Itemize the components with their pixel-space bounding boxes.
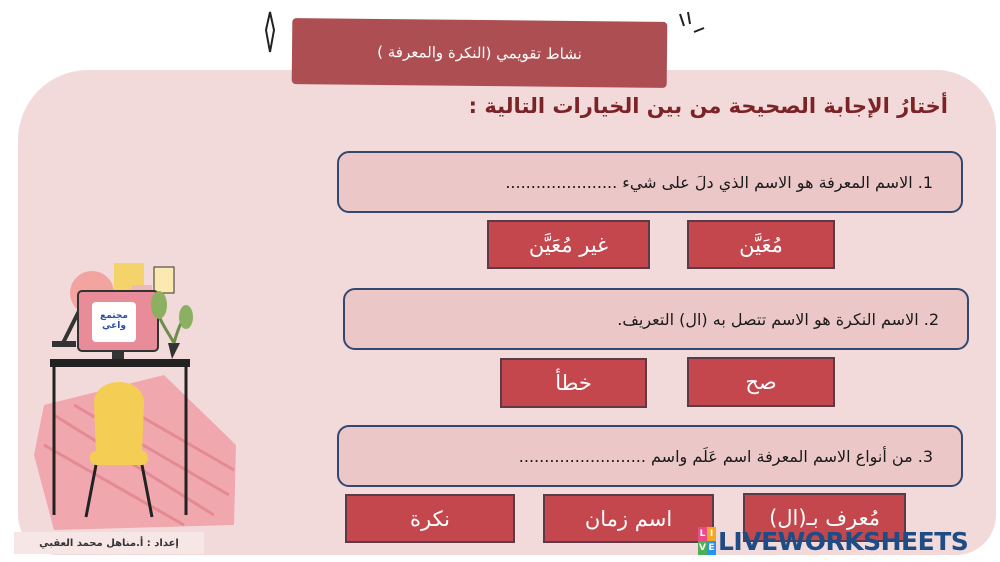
question-3 bbox=[337, 425, 963, 487]
badge-letter-e: E bbox=[708, 543, 715, 553]
badge-letter-i: I bbox=[707, 527, 716, 541]
question-1-option-2[interactable]: غير مُعَيَّن bbox=[487, 220, 650, 269]
question-3-option-2[interactable]: اسم زمان bbox=[543, 494, 714, 543]
sparkle-icon bbox=[258, 10, 282, 54]
question-1-option-1[interactable]: مُعَيَّن bbox=[687, 220, 835, 269]
liveworksheets-badge-icon bbox=[698, 527, 716, 555]
desk-illustration bbox=[14, 255, 242, 530]
badge-letter-v: V bbox=[699, 543, 706, 553]
question-1-text: 1. الاسم المعرفة هو الاسم الذي دلَ على شيء ...................... bbox=[505, 172, 933, 192]
logo-line-2: واعي bbox=[102, 321, 126, 331]
question-3-option-3[interactable]: نكرة bbox=[345, 494, 515, 543]
badge-letter-l: L bbox=[699, 529, 706, 539]
question-2-option-true[interactable]: صح bbox=[687, 357, 835, 407]
accent-marks-icon bbox=[676, 10, 706, 40]
author-credit: إعداد : أ.مناهل محمد العقبي bbox=[14, 532, 204, 554]
liveworksheets-text: LIVEWORKSHEETS bbox=[718, 526, 969, 556]
activity-title: نشاط تقويمي (النكرة والمعرفة ) bbox=[377, 42, 582, 64]
question-2-option-false[interactable]: خطأ bbox=[500, 358, 647, 408]
instruction-text: أختارُ الإجابة الصحيحة من بين الخيارات التالية : bbox=[468, 94, 948, 118]
question-2-text: 2. الاسم النكرة هو الاسم تتصل به (ال) التعريف. bbox=[617, 309, 939, 329]
question-3-text: 3. من أنواع الاسم المعرفة اسم عَلَم واسم ......................... bbox=[518, 446, 933, 466]
question-2 bbox=[343, 288, 969, 350]
community-logo bbox=[92, 302, 136, 342]
activity-title-banner bbox=[292, 18, 668, 88]
question-1 bbox=[337, 151, 963, 213]
question-3-option-1[interactable]: مُعرف بـ(ال) bbox=[743, 493, 906, 542]
liveworksheets-brand[interactable] bbox=[698, 526, 996, 556]
logo-line-1: مجتمع bbox=[100, 311, 128, 322]
